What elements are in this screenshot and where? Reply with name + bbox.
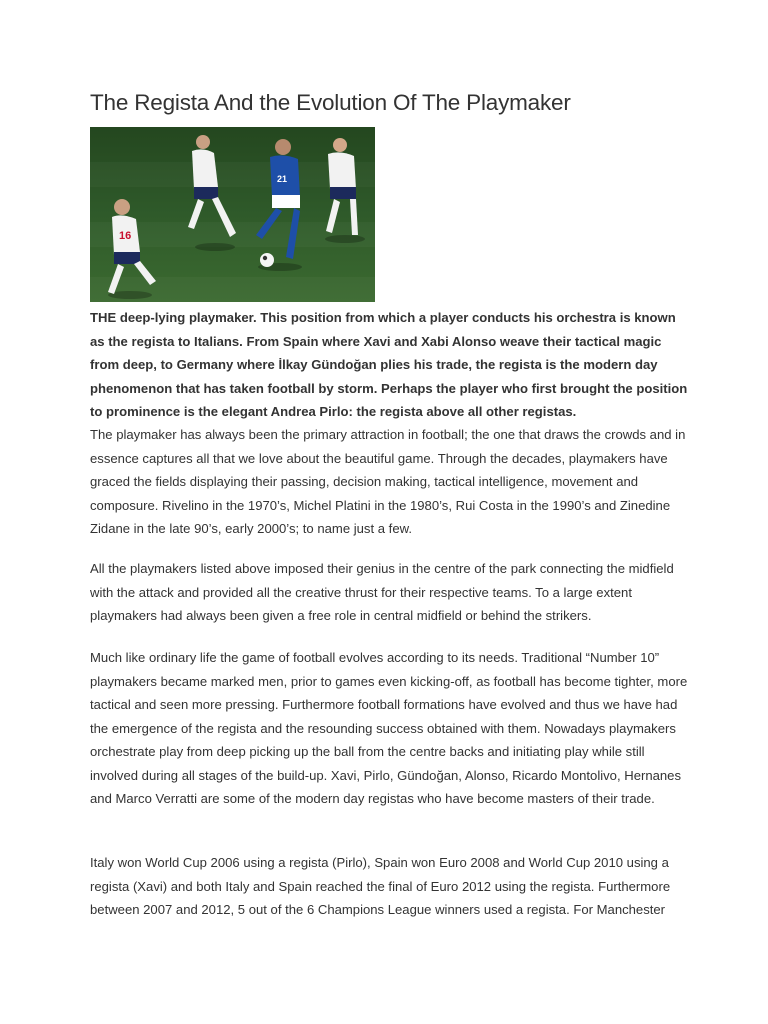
shirt-number-16: 16 [119,230,132,242]
article-paragraph-4: Italy won World Cup 2006 using a regista (Pirlo), Spain won Euro 2008 and World Cup 2010 using a regista (Xavi) and both Italy and Spain reached the final of Euro 2012 using the regista. Furthermore between 2007 and 2012, 5 out of the 6 Champions League winners used a regista. For Manchester [90,855,671,917]
shirt-number-21: 21 [277,174,288,184]
match-photo [90,127,375,302]
article-paragraph-1: The playmaker has always been the primary attraction in football; the one that draws the crowds and in essence captures all that we love about the beautiful game. Through the decades, playmakers have graced the fields displaying their passing, decision making, tactical intelligence, movement and composure. Rivelino in the 1970’s, Michel Platini in the 1980’s, Rui Costa in the 1990’s and Zinedine Zidane in the late 90’s, early 2000’s; to name just a few. [90,427,686,536]
article-paragraph-2: All the playmakers listed above imposed their genius in the centre of the park connecting the midfield with the attack and provided all the creative thrust for their respective teams. To a large extent playmakers had always been given a free role in central midfield or behind the strikers. [90,561,674,623]
football [260,253,274,267]
article-title: The Regista And the Evolution Of The Playmaker [90,90,571,115]
article-lead: THE deep-lying playmaker. This position from which a player conducts his orchestra is known as the regista to Italians. From Spain where Xavi and Xabi Alonso weave their tactical magic from deep, to Germany where İlkay Gündoğan plies his trade, the regista is the modern day phenomenon that has taken football by storm. Perhaps the player who first brought the position to prominence is the elegant Andrea Pirlo: the regista above all other registas. [90,310,688,419]
article-paragraph-3: Much like ordinary life the game of football evolves according to its needs. Traditional “Number 10” playmakers became marked men, prior to games even kicking-off, as football has become tighter, more tactical and seen more pressing. Furthermore football formations have evolved and thus we have had the emergence of the regista and the resounding success obtained with them. Nowadays playmakers orchestrate play from deep picking up the ball from the centre backs and initiating play while still involved during all stages of the build-up. Xavi, Pirlo, Gündoğan, Alonso, Ricardo Montolivo, Hernanes and Marco Verratti are some of the modern day registas who have become masters of their trade. [90,650,688,806]
